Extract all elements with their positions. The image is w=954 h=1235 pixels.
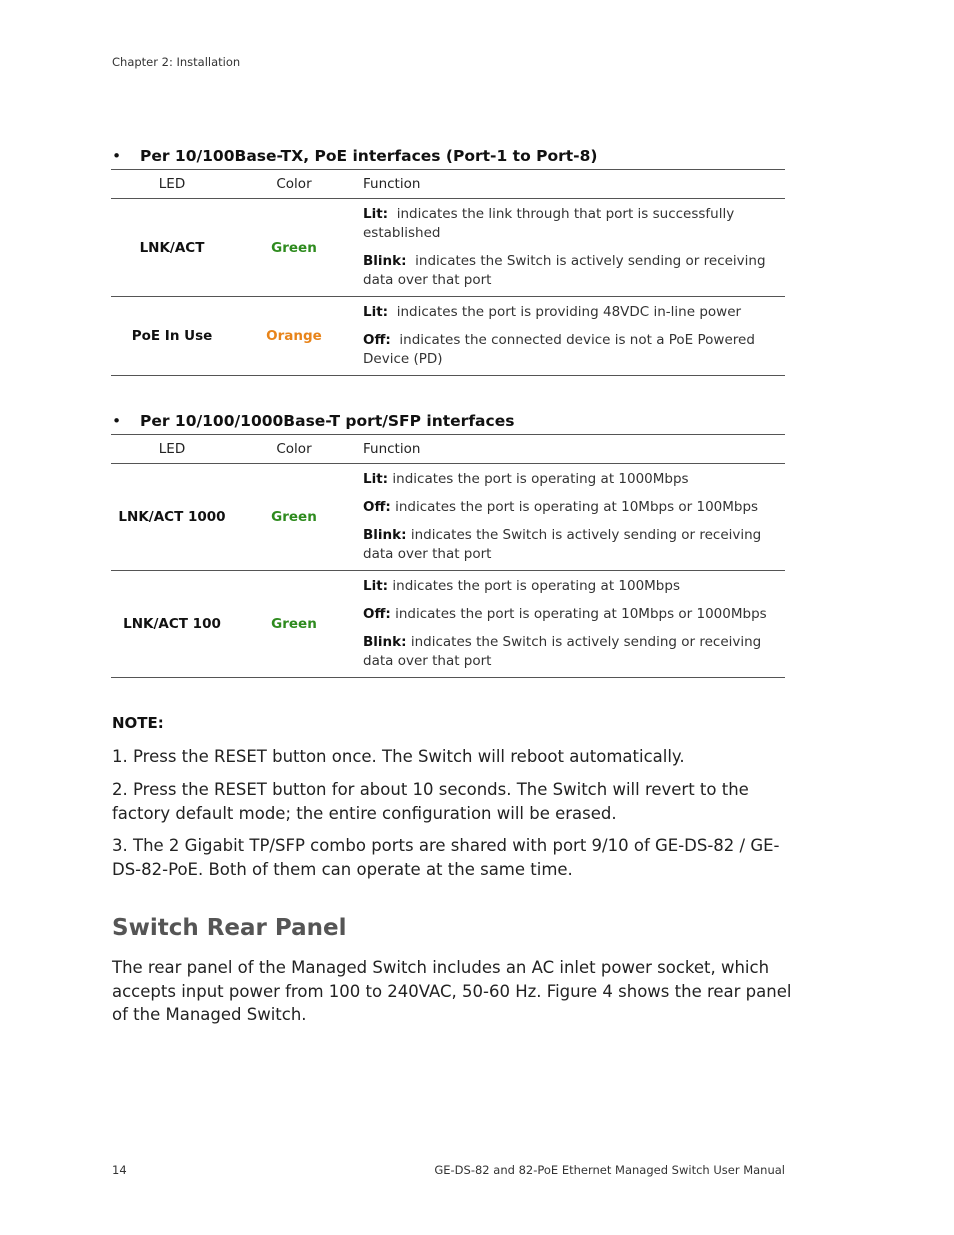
function-text: indicates the Switch is actively sending or receiving data over that port bbox=[363, 253, 766, 288]
body-paragraph: The rear panel of the Managed Switch includes an AC inlet power socket, which accepts input power from 100 to 240VAC, 50-60 Hz. Figure 4 shows the rear panel of the Managed Switch. bbox=[112, 958, 792, 1024]
note-item: 2. Press the RESET button for about 10 seconds. The Switch will revert to the factory default mode; the entire configuration will be erased. bbox=[112, 780, 749, 823]
function-label: Off: bbox=[363, 332, 391, 348]
section-title-gigabit-ports bbox=[112, 412, 514, 430]
function-line bbox=[363, 577, 777, 596]
column-header-color: Color bbox=[233, 435, 355, 464]
table-row bbox=[111, 464, 785, 571]
function-line bbox=[363, 498, 777, 517]
led-table-poe bbox=[111, 169, 785, 376]
note-item: 3. The 2 Gigabit TP/SFP combo ports are shared with port 9/10 of GE-DS-82 / GE-DS-82-PoE. Both of them can operate at the same time. bbox=[112, 836, 780, 879]
led-color-cell: Green bbox=[233, 464, 355, 571]
function-line bbox=[363, 605, 777, 624]
table-row bbox=[111, 571, 785, 678]
column-header-function: Function bbox=[355, 435, 785, 464]
led-name-cell: PoE In Use bbox=[111, 297, 233, 376]
led-color-cell: Green bbox=[233, 571, 355, 678]
function-text: indicates the port is operating at 10Mbps or 1000Mbps bbox=[395, 606, 767, 622]
function-cell bbox=[355, 199, 785, 297]
function-text: indicates the connected device is not a PoE Powered Device (PD) bbox=[363, 332, 755, 367]
function-text: indicates the port is operating at 1000Mbps bbox=[392, 471, 689, 487]
bullet-icon: • bbox=[112, 412, 122, 430]
function-text: indicates the port is providing 48VDC in-line power bbox=[396, 304, 742, 320]
column-header-led: LED bbox=[111, 170, 233, 199]
column-header-color: Color bbox=[233, 170, 355, 199]
table-row bbox=[111, 199, 785, 297]
page-number: 14 bbox=[112, 1163, 127, 1177]
function-text: indicates the Switch is actively sending or receiving data over that port bbox=[363, 634, 762, 669]
section-title-poe-ports bbox=[112, 147, 598, 165]
function-cell bbox=[355, 297, 785, 376]
function-label: Blink: bbox=[363, 253, 407, 269]
led-name-cell: LNK/ACT bbox=[111, 199, 233, 297]
function-label: Lit: bbox=[363, 471, 389, 487]
table-header-row bbox=[111, 435, 785, 464]
column-header-function: Function bbox=[355, 170, 785, 199]
led-table-gigabit bbox=[111, 434, 785, 678]
manual-title: GE-DS-82 and 82-PoE Ethernet Managed Switch User Manual bbox=[434, 1163, 785, 1177]
note-item: 1. Press the RESET button once. The Switch will reboot automatically. bbox=[112, 747, 685, 766]
function-label: Lit: bbox=[363, 578, 389, 594]
function-line bbox=[363, 303, 777, 322]
led-name-cell: LNK/ACT 100 bbox=[111, 571, 233, 678]
function-text: indicates the port is operating at 10Mbps or 100Mbps bbox=[395, 499, 759, 515]
led-name-cell: LNK/ACT 1000 bbox=[111, 464, 233, 571]
led-color-cell: Orange bbox=[233, 297, 355, 376]
function-line bbox=[363, 633, 777, 671]
function-label: Off: bbox=[363, 499, 391, 515]
note-title: NOTE: bbox=[112, 714, 164, 732]
function-cell bbox=[355, 464, 785, 571]
function-text: indicates the Switch is actively sending or receiving data over that port bbox=[363, 527, 762, 562]
table-row bbox=[111, 297, 785, 376]
function-line bbox=[363, 205, 777, 243]
function-line bbox=[363, 252, 777, 290]
function-text: indicates the link through that port is successfully established bbox=[363, 206, 735, 241]
running-header: Chapter 2: Installation bbox=[112, 55, 241, 69]
function-cell bbox=[355, 571, 785, 678]
section-title-text: Per 10/100/1000Base-T port/SFP interfaces bbox=[140, 412, 515, 430]
function-line bbox=[363, 526, 777, 564]
table-header-row bbox=[111, 170, 785, 199]
section-title-text: Per 10/100Base-TX, PoE interfaces (Port-1 to Port-8) bbox=[140, 147, 598, 165]
function-label: Blink: bbox=[363, 634, 407, 650]
section-heading: Switch Rear Panel bbox=[112, 915, 347, 941]
function-label: Lit: bbox=[363, 206, 389, 222]
led-color-cell: Green bbox=[233, 199, 355, 297]
column-header-led: LED bbox=[111, 435, 233, 464]
bullet-icon: • bbox=[112, 147, 122, 165]
function-line bbox=[363, 470, 777, 489]
function-text: indicates the port is operating at 100Mbps bbox=[392, 578, 680, 594]
function-label: Off: bbox=[363, 606, 391, 622]
function-line bbox=[363, 331, 777, 369]
function-label: Blink: bbox=[363, 527, 407, 543]
function-label: Lit: bbox=[363, 304, 389, 320]
